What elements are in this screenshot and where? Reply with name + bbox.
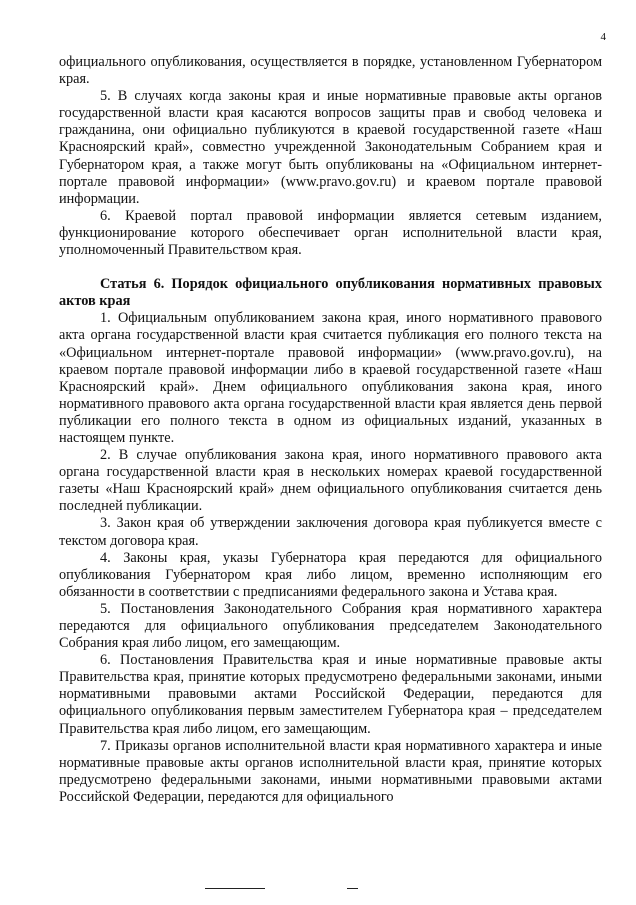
section-spacer (59, 259, 602, 276)
paragraph-continuation: официального опубликования, осуществляется в порядке, установленном Губернатором края. (59, 54, 602, 88)
article-paragraph-1: 1. Официальным опубликованием закона края, иного нормативного правового акта органа государственной власти края считается публикация его полного текста на «Официальном интернет-портале правовой информации» (www.pravo.gov.ru), на краевом портале правовой информации либо в краевой государственной газете «Наш Красноярский край». Днем официального опубликования закона края, иного нормативного правового акта органа государственной власти края является день первой публикации его полного текста в одном из официальных изданий, указанных в настоящем пункте. (59, 310, 602, 446)
footer-rule-left (205, 888, 265, 889)
footer-rule-right (347, 888, 358, 889)
page-number: 4 (600, 31, 606, 43)
article-paragraph-7: 7. Приказы органов исполнительной власти края нормативного характера и иные нормативные правовые акты органов исполнительной власти края, принятие которых предусмотрено федеральными законами, иными нормативными правовыми актами Российской Федерации, передаются для официального (59, 737, 602, 805)
article-heading: Статья 6. Порядок официального опубликования нормативных правовых актов края (59, 276, 602, 310)
article-paragraph-2: 2. В случае опубликования закона края, иного нормативного правового акта органа государственной власти края в нескольких номерах краевой государственной газеты «Наш Красноярский край» днем официального опубликования считается день последней публикации. (59, 447, 602, 515)
article-paragraph-5: 5. Постановления Законодательного Собрания края нормативного характера передаются для официального опубликования председателем Законодательного Собрания края либо лицом, его замещающим. (59, 600, 602, 652)
article-paragraph-6: 6. Постановления Правительства края и иные нормативные правовые акты Правительства края, принятие которых предусмотрено федеральными законами, иными нормативными правовыми актами Российской Федерации, передаются для официального опубликования первым заместителем Губернатора края – председателем Правительства края либо лицом, его замещающим. (59, 652, 602, 737)
article-paragraph-4: 4. Законы края, указы Губернатора края передаются для официального опубликования Губернатором края либо лицом, временно исполняющим его обязанности в соответствии с предписаниями федерального закона и Устава края. (59, 549, 602, 600)
paragraph-item-5: 5. В случаях когда законы края и иные нормативные правовые акты органов государственной власти края касаются вопросов защиты прав и свобод человека и гражданина, они официально публикуются в краевой государственной газете «Наш Красноярский край», совместно учрежденной Законодательным Собранием края и Губернатором края, а также могут быть опубликованы на «Официальном интернет-портале правовой информации» (www.pravo.gov.ru) и краевом портале правовой информации. (59, 88, 602, 207)
document-body (59, 54, 602, 806)
paragraph-item-6: 6. Краевой портал правовой информации является сетевым изданием, функционирование которого обеспечивает орган исполнительной власти края, уполномоченный Правительством края. (59, 207, 602, 259)
article-paragraph-3: 3. Закон края об утверждении заключения договора края публикуется вместе с текстом договора края. (59, 515, 602, 549)
